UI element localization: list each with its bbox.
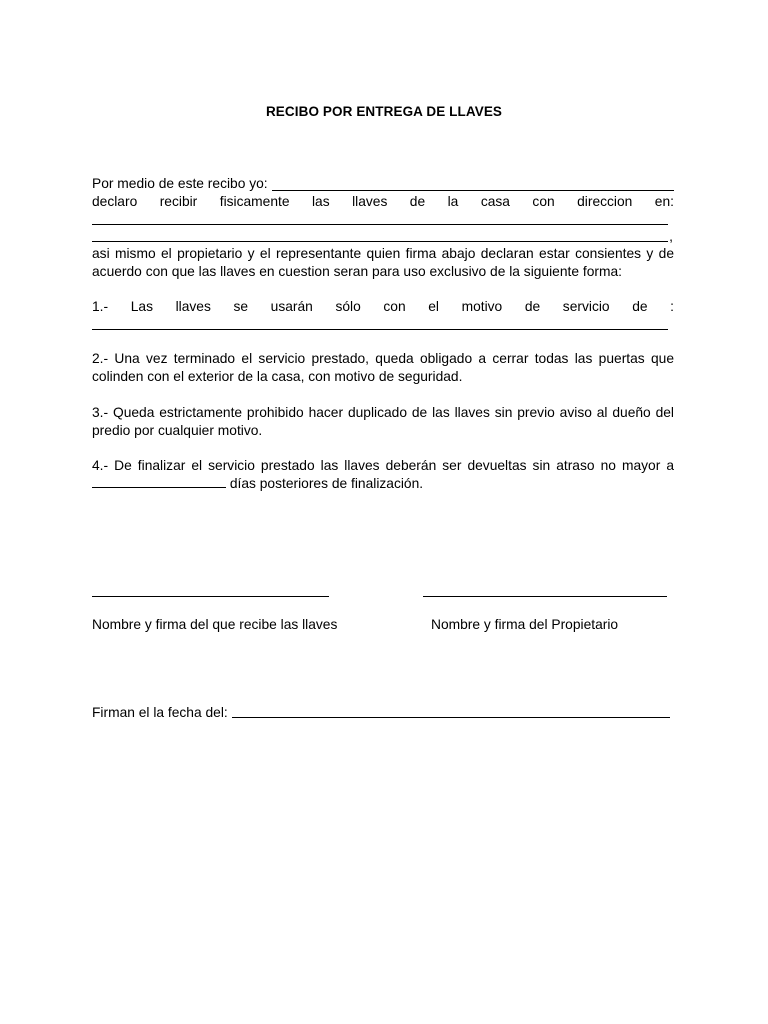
document-title: RECIBO POR ENTREGA DE LLAVES: [265, 104, 503, 119]
date-row: [92, 705, 670, 720]
item-1-text: 1.- Las llaves se usarán sólo con el motivo de servicio de :: [92, 299, 674, 314]
item-4: [92, 457, 674, 493]
intro-line-1: [92, 175, 674, 193]
date-label: Firman el la fecha del:: [92, 705, 228, 720]
owner-signature-label: Nombre y firma del Propietario: [431, 617, 619, 632]
item-4-line-1: 4.- De finalizar el servicio prestado las llaves deberán ser devueltas sin atraso no mayor a: [92, 458, 674, 473]
item-4-line-2-suffix: días posteriores de finalización.: [229, 476, 424, 491]
receiver-signature-line[interactable]: [92, 596, 329, 597]
service-blank-line[interactable]: [92, 316, 674, 334]
name-blank-line[interactable]: [272, 189, 674, 191]
address-blank-line-2[interactable]: ,: [92, 228, 674, 246]
item-3: 3.- Queda estrictamente prohibido hacer duplicado de las llaves sin previo aviso al dueño del predio por cualquier motivo.: [92, 405, 674, 438]
owner-signature-line[interactable]: [423, 596, 667, 597]
receiver-signature-label: Nombre y firma del que recibe las llaves: [92, 617, 338, 632]
item-2: 2.- Una vez terminado el servicio prestado, queda obligado a cerrar todas las puertas que colinden con el exterior de la casa, con motivo de seguridad.: [92, 351, 674, 384]
intro-line-5: asi mismo el propietario y el representante quien firma abajo declaran estar consientes y de acuerdo con que las llaves en cuestion seran para uso exclusivo de la siguiente forma:: [92, 246, 674, 279]
intro-line-1-text: Por medio de este recibo yo:: [92, 176, 268, 191]
item-4-line-2: [92, 475, 674, 493]
intro-block: [92, 175, 674, 280]
days-blank-line[interactable]: [92, 486, 226, 488]
intro-line-2: declaro recibir fisicamente las llaves de la casa con direccion en:: [92, 193, 674, 209]
address-blank-line-1[interactable]: [92, 210, 674, 228]
date-blank-line[interactable]: [232, 716, 670, 718]
item-1: [92, 298, 674, 333]
